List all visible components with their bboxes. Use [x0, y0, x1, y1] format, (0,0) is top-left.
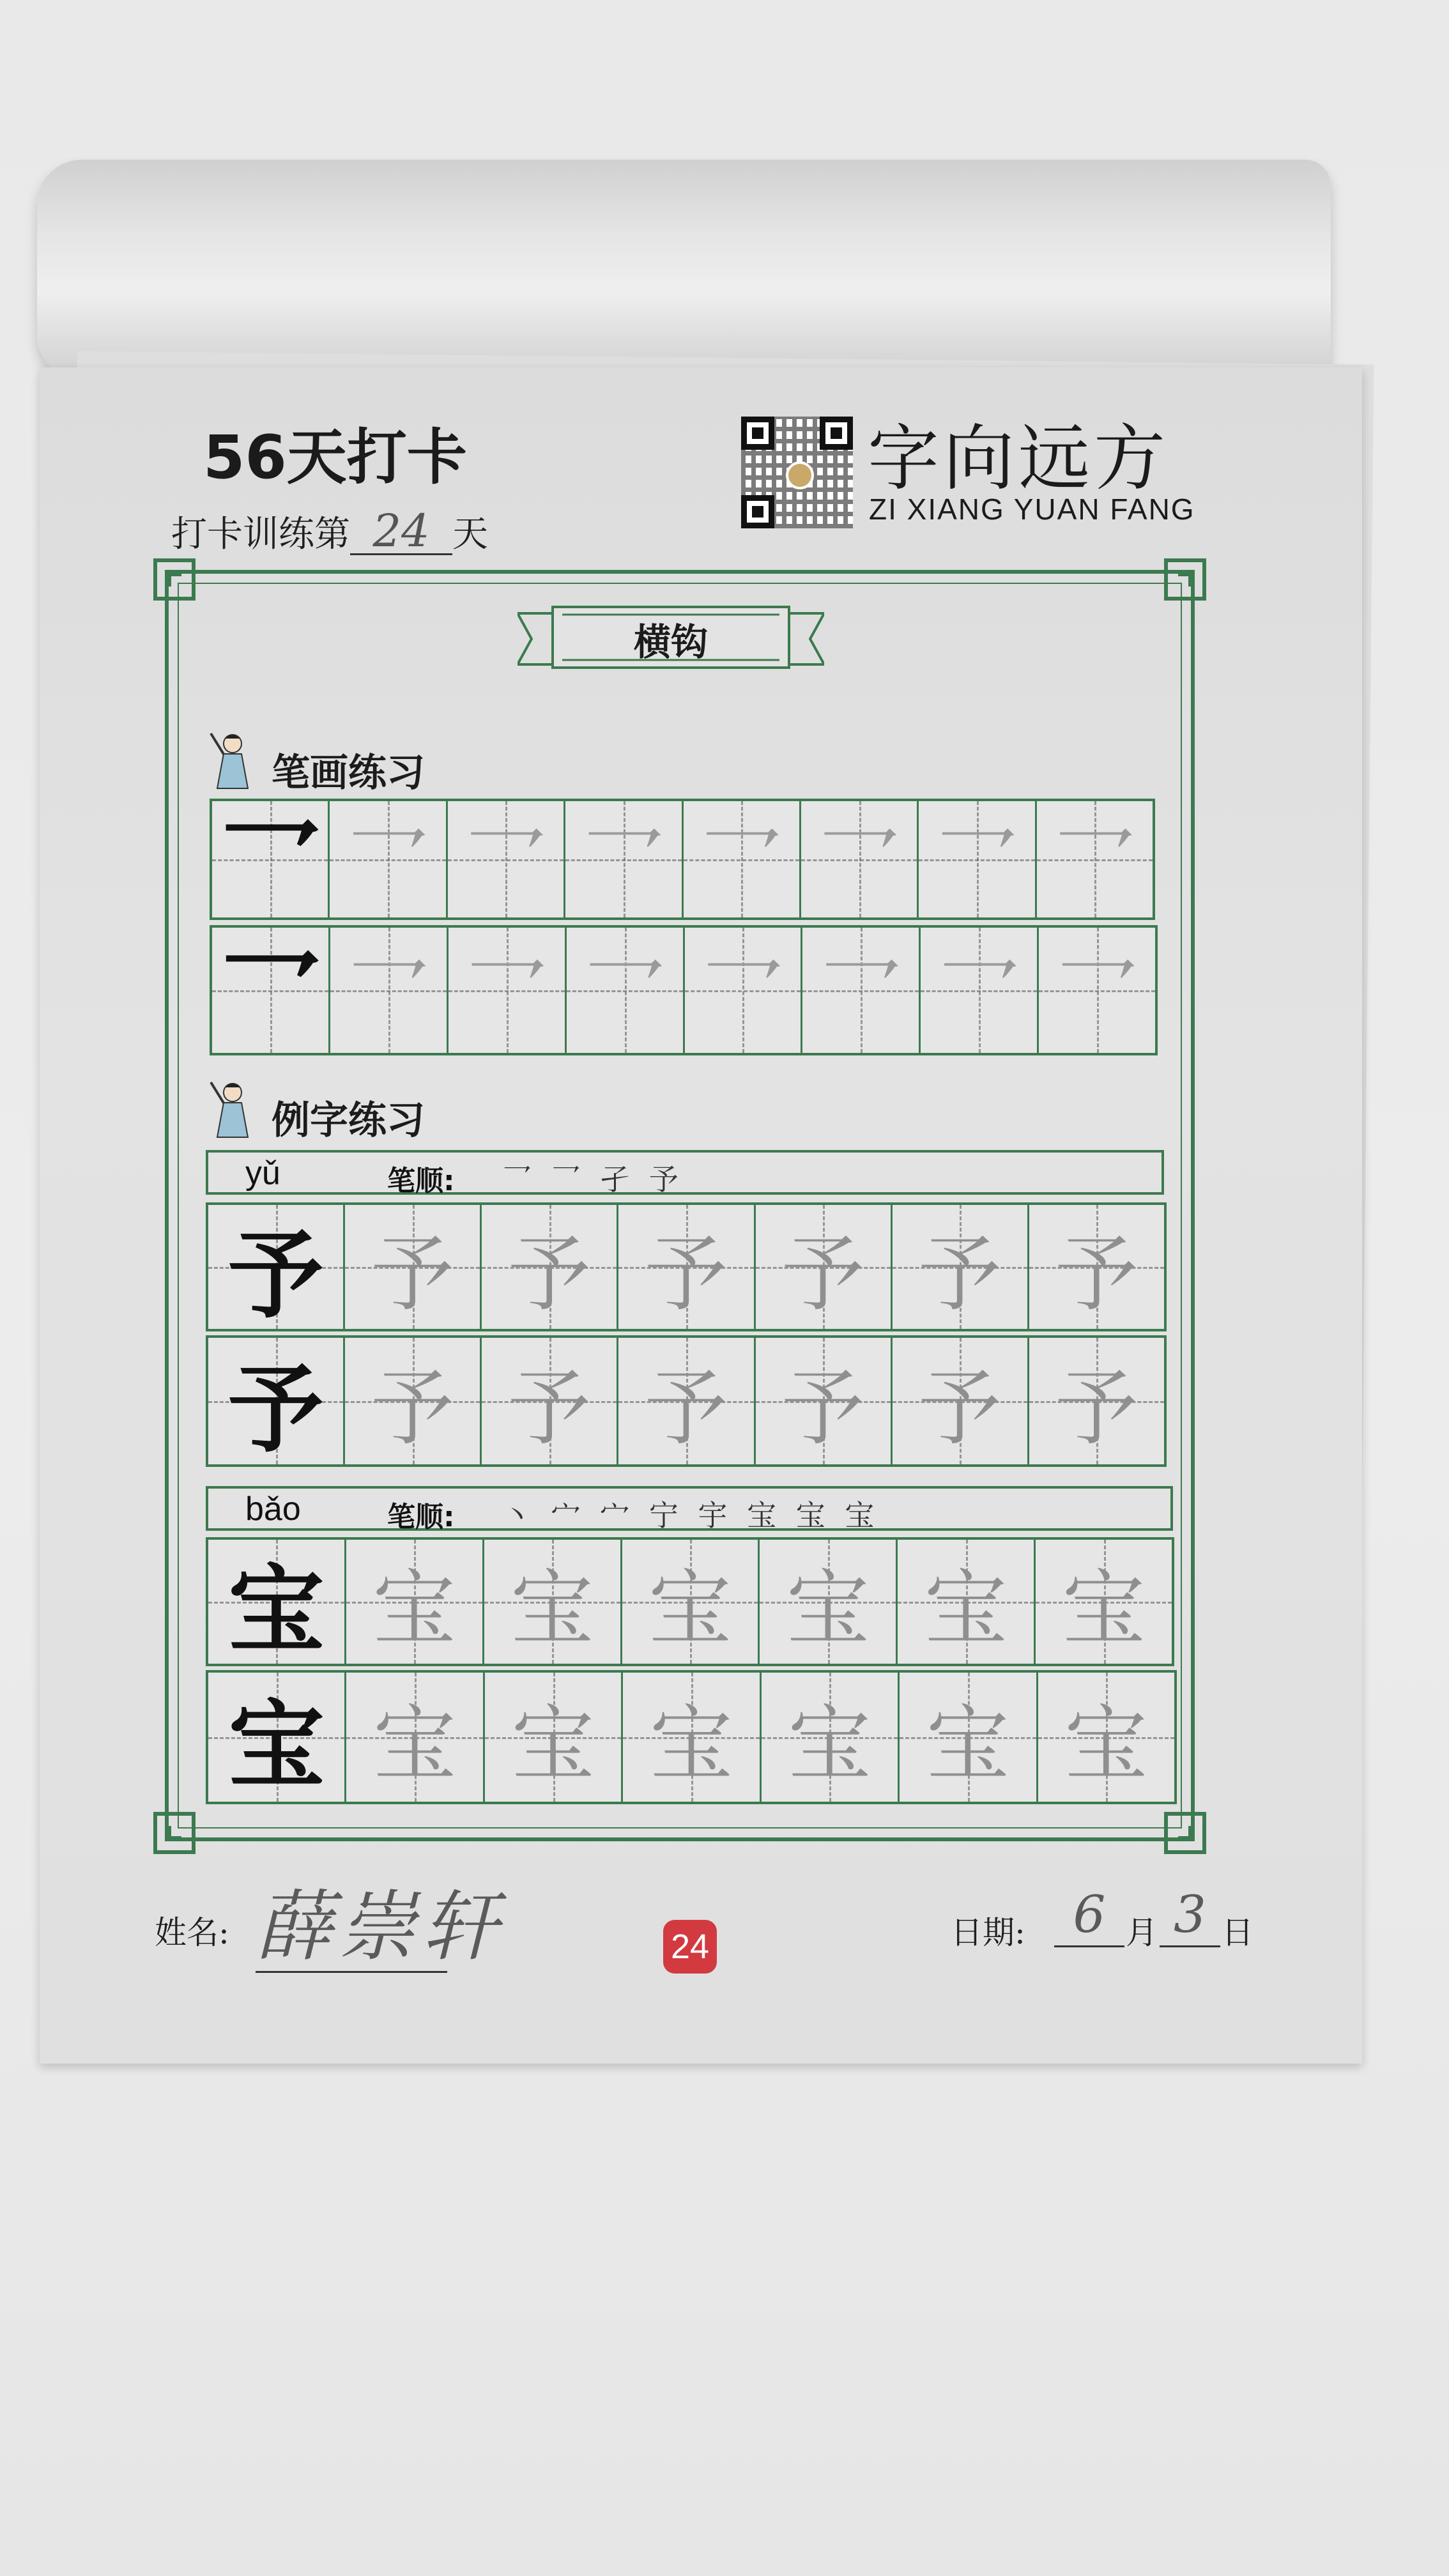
rolled-page: [37, 160, 1331, 380]
lesson-title: 横钩: [633, 620, 708, 664]
practice-cell: [893, 1338, 1029, 1464]
model-character-cell: [208, 1205, 345, 1329]
training-day-prefix: 打卡训练第: [171, 514, 350, 555]
char-practice-row: [206, 1335, 1167, 1467]
training-day-line: [171, 506, 488, 557]
name-underline: [256, 1971, 447, 1973]
model-character-cell: [208, 1540, 346, 1664]
stroke-practice-row: [210, 925, 1158, 1055]
char-practice-row: [206, 1537, 1174, 1666]
practice-cell: [1037, 801, 1153, 917]
practice-cell: [760, 1540, 898, 1664]
handwritten-character: 乛: [701, 948, 785, 1046]
scholar-figure-icon: [206, 730, 256, 791]
name-label: 姓名:: [155, 1914, 229, 1951]
handwritten-character: 予: [644, 1359, 728, 1457]
practice-cell: [448, 801, 565, 917]
model-character: 乛: [218, 808, 321, 917]
practice-cell: [567, 928, 685, 1053]
brand-logo-en: ZI XIANG YUAN FANG: [869, 493, 1195, 526]
handwritten-character: 乛: [937, 948, 1021, 1046]
date-month: 6: [1073, 1885, 1106, 1944]
practice-cell: [618, 1338, 755, 1464]
practice-cell: [345, 1338, 482, 1464]
handwritten-character: 予: [507, 1225, 591, 1322]
date-label: 日期:: [951, 1914, 1025, 1951]
model-character-cell: [212, 928, 330, 1053]
char-practice-row: [206, 1202, 1167, 1331]
practice-cell: [802, 928, 921, 1053]
qr-code-icon: [741, 417, 853, 528]
stroke-practice-heading: 笔画练习: [272, 751, 425, 795]
lesson-title-banner: [518, 601, 824, 677]
handwritten-character: 予: [1055, 1359, 1138, 1457]
handwritten-character: 予: [781, 1225, 865, 1322]
handwritten-character: 予: [644, 1225, 728, 1322]
pinyin: yǔ: [245, 1154, 280, 1192]
training-day-suffix: 天: [452, 514, 488, 555]
date-day-underline: [1160, 1945, 1220, 1947]
handwritten-character: 乛: [346, 948, 430, 1046]
char-info-bar: [206, 1150, 1164, 1195]
model-character: 予: [227, 1353, 324, 1464]
stroke-practice-row: [210, 799, 1155, 920]
practice-cell: [685, 928, 803, 1053]
practice-cell: [345, 1205, 482, 1329]
frame-corner-ornament: [153, 1812, 195, 1854]
practice-cell: [762, 1673, 900, 1802]
handwritten-character: 宝: [649, 1695, 733, 1793]
handwritten-character: 予: [371, 1225, 454, 1322]
pinyin: bǎo: [245, 1491, 301, 1528]
handwritten-character: 宝: [372, 1560, 456, 1657]
month-label: 月: [1126, 1914, 1158, 1951]
frame-corner-ornament: [1164, 1812, 1206, 1854]
model-character-cell: [212, 801, 330, 917]
handwritten-character: 宝: [373, 1695, 457, 1793]
page-number-badge: 24: [663, 1920, 717, 1974]
handwritten-character: 宝: [1062, 1560, 1146, 1657]
practice-cell: [618, 1205, 755, 1329]
handwritten-character: 乛: [817, 817, 901, 915]
practice-cell: [622, 1540, 760, 1664]
handwritten-character: 予: [918, 1225, 1002, 1322]
handwritten-character: 宝: [786, 1560, 870, 1657]
brand-logo-cn: 字向远方: [868, 417, 1169, 500]
handwritten-character: 予: [507, 1359, 591, 1457]
practice-cell: [756, 1338, 893, 1464]
practice-cell: [346, 1540, 484, 1664]
practice-cell: [484, 1540, 622, 1664]
handwritten-character: 宝: [1064, 1695, 1148, 1793]
handwritten-character: 宝: [511, 1695, 595, 1793]
frame-corner-ornament: [1164, 558, 1206, 601]
handwritten-character: 予: [781, 1359, 865, 1457]
handwritten-character: 予: [371, 1359, 454, 1457]
handwritten-character: 宝: [510, 1560, 594, 1657]
date-day: 3: [1174, 1885, 1206, 1944]
practice-cell: [623, 1673, 761, 1802]
practice-cell: [448, 928, 567, 1053]
practice-cell: [1029, 1338, 1164, 1464]
handwritten-character: 乛: [700, 817, 783, 915]
char-info-bar: [206, 1486, 1173, 1531]
handwritten-character: 乛: [581, 817, 665, 915]
practice-cell: [482, 1338, 618, 1464]
student-name: 薛崇轩: [256, 1883, 505, 1972]
practice-cell: [330, 801, 447, 917]
model-character: 宝: [228, 1554, 325, 1664]
handwritten-character: 宝: [926, 1695, 1009, 1793]
stroke-order-sequence: 乛 乛 孑 予: [502, 1162, 684, 1197]
practice-cell: [756, 1205, 893, 1329]
practice-cell: [900, 1673, 1038, 1802]
char-practice-heading: 例字练习: [272, 1098, 425, 1143]
training-day-number: 24: [350, 509, 452, 555]
practice-cell: [565, 801, 683, 917]
handwritten-character: 乛: [583, 948, 666, 1046]
practice-cell: [684, 801, 801, 917]
practice-cell: [801, 801, 919, 917]
model-character: 宝: [228, 1689, 325, 1802]
char-practice-row: [206, 1670, 1177, 1804]
scholar-figure-icon: [206, 1078, 256, 1140]
practice-cell: [485, 1673, 623, 1802]
handwritten-character: 宝: [648, 1560, 732, 1657]
practice-cell: [1038, 1673, 1174, 1802]
practice-cell: [1036, 1540, 1172, 1664]
frame-corner-ornament: [153, 558, 195, 601]
handwritten-character: 宝: [788, 1695, 871, 1793]
practice-cell: [921, 928, 1039, 1053]
handwritten-character: 乛: [464, 817, 548, 915]
handwritten-character: 予: [918, 1359, 1002, 1457]
practice-cell: [330, 928, 448, 1053]
stroke-order-label: 笔顺:: [387, 1501, 455, 1533]
handwritten-character: 乛: [1055, 948, 1139, 1046]
stroke-order-label: 笔顺:: [387, 1165, 455, 1197]
handwritten-character: 乛: [1053, 817, 1137, 915]
model-character-cell: [208, 1673, 346, 1802]
day-label: 日: [1222, 1914, 1254, 1951]
practice-cell: [346, 1673, 484, 1802]
practice-cell: [1029, 1205, 1164, 1329]
practice-cell: [919, 801, 1036, 917]
stroke-order-sequence: 丶 宀 宀 宁 宇 宝 宝 宝: [502, 1498, 880, 1533]
practice-cell: [482, 1205, 618, 1329]
model-character: 乛: [218, 939, 321, 1053]
handwritten-character: 乛: [819, 948, 903, 1046]
practice-cell: [1039, 928, 1155, 1053]
handwritten-character: 予: [1055, 1225, 1138, 1322]
model-character: 予: [227, 1219, 324, 1329]
handwritten-character: 乛: [935, 817, 1018, 915]
model-character-cell: [208, 1338, 345, 1464]
handwritten-character: 乛: [346, 817, 430, 915]
date-month-underline: [1054, 1945, 1124, 1947]
practice-cell: [893, 1205, 1029, 1329]
handwritten-character: 乛: [464, 948, 548, 1046]
handwritten-character: 宝: [924, 1560, 1008, 1657]
practice-cell: [898, 1540, 1036, 1664]
worksheet-title: 56天打卡: [203, 423, 467, 493]
